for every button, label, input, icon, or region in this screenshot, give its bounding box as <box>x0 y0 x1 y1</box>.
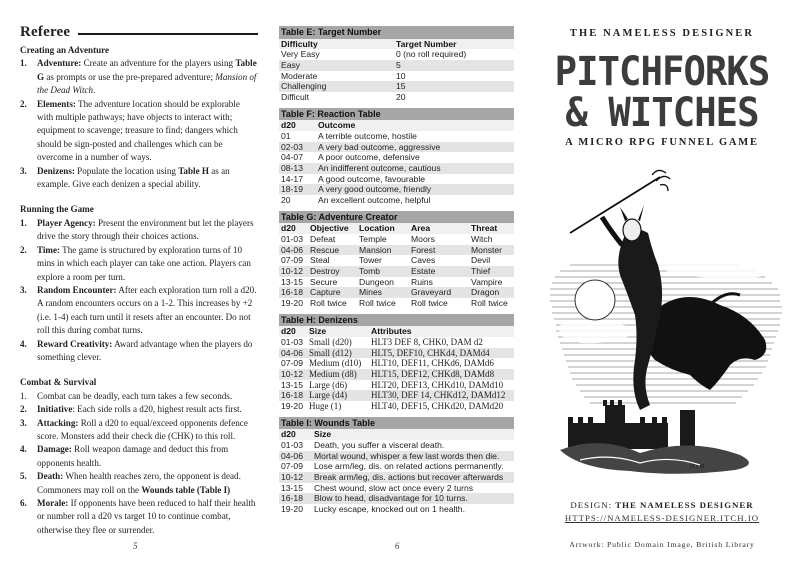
table-row <box>279 348 514 359</box>
list-item <box>20 338 258 365</box>
cell: 19-20 <box>281 400 303 411</box>
game-subtitle: A MICRO RPG FUNNEL GAME <box>565 137 759 148</box>
item-text: Present the environment but let the players drive the story through their choices actions. <box>37 217 254 242</box>
designer-name: THE NAMELESS DESIGNER <box>615 500 754 510</box>
column-header: Threat <box>471 223 498 234</box>
table-row <box>279 358 514 369</box>
column-header: d20 <box>281 223 296 234</box>
artwork-credit: Artwork: Public Domain Image, British Library <box>569 540 755 549</box>
cell: 10-12 <box>281 471 303 482</box>
table-row <box>279 451 514 462</box>
item-label: Denizens: <box>37 165 75 176</box>
table-row <box>279 440 514 451</box>
list-item <box>20 497 258 537</box>
table-title: Table H: Denizens <box>279 314 514 327</box>
cell: 0 (no roll required) <box>396 49 467 60</box>
cell: Steal <box>310 255 330 266</box>
design-credit <box>530 500 794 510</box>
cell: 19-20 <box>281 297 303 308</box>
table-title: Table E: Target Number <box>279 26 514 39</box>
item-text: Populate the location using <box>74 165 179 176</box>
item-text: After each exploration turn roll a d20. A random encounters occurs on a 1-2. This increases by +2 (i.e. 1-4) each turn until it resets after an encounter. Do not roll this during combat turns. <box>37 284 257 336</box>
table-row <box>279 163 514 174</box>
table-row <box>279 174 514 185</box>
table-header-row <box>279 223 514 234</box>
column-header: d20 <box>281 120 296 131</box>
cell: 07-09 <box>281 461 303 472</box>
cell: A good outcome, favourable <box>318 173 426 184</box>
list-item <box>20 98 258 165</box>
cell: Vampire <box>471 276 503 287</box>
cell: Roll twice <box>471 297 508 308</box>
section-heading-running: Running the Game <box>20 204 94 215</box>
title-line-2: & WITCHES <box>565 90 759 136</box>
item-text: Roll a d20 to equal/exceed opponents defence score. Monsters add their check die (CHK) to this roll. <box>37 417 248 441</box>
item-text: If opponents have been reduced to half their health or number roll a d20 vs target 10 to continue combat, otherwise they flee or surrender. <box>37 498 256 535</box>
column-header: Size <box>309 326 327 337</box>
item-number: 3. <box>20 165 27 176</box>
cell: 01 <box>281 130 291 141</box>
item-text: Combat can be deadly, each turn takes a few seconds. <box>37 390 233 401</box>
cell: Monster <box>471 244 503 255</box>
table-row <box>279 195 514 206</box>
game-title-logo <box>539 49 785 136</box>
cell: A terrible outcome, hostile <box>318 130 417 141</box>
cell: Easy <box>281 59 301 70</box>
cell: Moderate <box>281 70 318 81</box>
title-rule-divider <box>78 33 258 34</box>
table-g-adventure-creator <box>279 211 514 309</box>
table-e-target-number <box>279 26 514 103</box>
cell: A very good outcome, friendly <box>318 184 432 195</box>
cell: 19-20 <box>281 503 303 514</box>
cell: 04-07 <box>281 152 303 163</box>
devil-illustration-icon <box>540 165 790 485</box>
cell: Estate <box>411 265 436 276</box>
table-row <box>279 461 514 472</box>
table-row <box>279 483 514 494</box>
item-number: 6. <box>20 498 27 508</box>
cell: Blow to head, disadvantage for 10 turns. <box>314 493 468 504</box>
cell: 04-06 <box>281 450 303 461</box>
column-header: Target Number <box>396 38 457 49</box>
cell: Small (d20) <box>309 336 352 347</box>
cell: 13-15 <box>281 379 303 390</box>
cell: 07-09 <box>281 358 303 369</box>
cell: Ruins <box>411 276 433 287</box>
item-label: Damage: <box>37 444 72 455</box>
cell: HLT5, DEF10, CHKd4, DAMd4 <box>371 347 490 358</box>
item-number: 4. <box>20 338 27 349</box>
cell: Large (d4) <box>309 390 348 401</box>
cell: HLT40, DEF15, CHKd20, DAMd20 <box>371 400 504 411</box>
cell: Challenging <box>281 81 327 92</box>
cell: 20 <box>396 91 406 102</box>
table-row <box>279 131 514 142</box>
cell: Graveyard <box>411 287 452 298</box>
column-header: d20 <box>281 326 296 337</box>
table-row <box>279 287 514 298</box>
table-reference: Table G <box>37 58 257 82</box>
cell: An excellent outcome, helpful <box>318 194 431 205</box>
cell: Forest <box>411 244 436 255</box>
cell: Large (d6) <box>309 379 348 390</box>
item-number: 1. <box>20 217 27 228</box>
table-reference: Table H <box>178 165 209 176</box>
cell: 18-19 <box>281 184 303 195</box>
table-header-row <box>279 39 514 50</box>
section-heading-combat: Combat & Survival <box>20 377 97 388</box>
cell: Medium (d8) <box>309 368 357 379</box>
cell: Secure <box>310 276 338 287</box>
cell: 04-06 <box>281 244 303 255</box>
running-list <box>20 217 258 364</box>
item-label: Death: <box>37 471 64 482</box>
table-h-denizens <box>279 314 514 412</box>
cell: HLT10, DEF11, CHKd6, DAMd6 <box>371 358 494 369</box>
item-number: 3. <box>20 284 27 295</box>
item-number: 1. <box>20 390 27 401</box>
list-item <box>20 57 258 97</box>
table-row <box>279 92 514 103</box>
adventure-name: Mansion of the Dead Witch <box>37 71 257 96</box>
table-row <box>279 401 514 412</box>
design-label: DESIGN: <box>570 500 613 510</box>
cell: Lucky escape, knocked out on 1 health. <box>314 503 465 514</box>
cell: 16-18 <box>281 287 303 298</box>
table-row <box>279 81 514 92</box>
cell: Roll twice <box>310 297 347 308</box>
cell: Witch <box>471 233 493 244</box>
list-item <box>20 443 258 470</box>
column-header: Location <box>359 223 395 234</box>
column-header: Area <box>411 223 431 234</box>
list-item <box>20 217 258 244</box>
cell: Roll twice <box>359 297 396 308</box>
item-label: Elements: <box>37 98 76 109</box>
table-row <box>279 60 514 71</box>
cell: Dragon <box>471 287 500 298</box>
cell: Devil <box>471 255 491 266</box>
cell: Thief <box>471 265 491 276</box>
cell: HLT15, DEF12, CHKd8, DAMd8 <box>371 368 495 379</box>
table-row <box>279 184 514 195</box>
column-header: d20 <box>281 429 296 440</box>
cell: Destroy <box>310 265 340 276</box>
cell: 07-09 <box>281 255 303 266</box>
cell: A very bad outcome, aggressive <box>318 141 441 152</box>
referee-heading-row <box>20 24 258 42</box>
page-6-tables <box>279 26 514 520</box>
cell: 10 <box>396 70 406 81</box>
cell: Temple <box>359 233 387 244</box>
cell: 13-15 <box>281 276 303 287</box>
cell: Rescue <box>310 244 340 255</box>
cell: Defeat <box>310 233 336 244</box>
table-row <box>279 49 514 60</box>
table-row <box>279 152 514 163</box>
cell: Lose arm/leg, dis. on related actions permanently. <box>314 461 504 472</box>
cell: A poor outcome, defensive <box>318 152 420 163</box>
item-text: When health reaches zero, the opponent is dead. Commoners may roll on the <box>37 471 241 495</box>
table-row <box>279 504 514 515</box>
cell: Very Easy <box>281 49 320 60</box>
item-label: Player Agency: <box>37 217 96 228</box>
cell: Tomb <box>359 265 381 276</box>
cell: 16-18 <box>281 493 303 504</box>
cell: Huge (1) <box>309 400 342 411</box>
table-row <box>279 337 514 348</box>
page-number-6: 6 <box>395 541 400 551</box>
table-row <box>279 266 514 277</box>
column-header: Attributes <box>371 326 412 337</box>
cell: 01-03 <box>281 336 303 347</box>
cell: 10-12 <box>281 265 303 276</box>
column-header: Difficulty <box>281 38 318 49</box>
cover-page <box>530 0 794 561</box>
cell: Small (d12) <box>309 347 352 358</box>
list-item <box>20 284 258 338</box>
cell: Mansion <box>359 244 392 255</box>
cell: Difficult <box>281 91 310 102</box>
cell: Tower <box>359 255 382 266</box>
cell: Break arm/leg, dis. actions but recover afterwards <box>314 471 504 482</box>
item-number: 4. <box>20 444 27 455</box>
list-item <box>20 470 258 497</box>
cell: Caves <box>411 255 436 266</box>
cell: 02-03 <box>281 141 303 152</box>
cell: Capture <box>310 287 341 298</box>
cell: 14-17 <box>281 173 303 184</box>
item-text: : Each side rolls a d20, highest result acts first. <box>72 404 242 415</box>
table-row <box>279 142 514 153</box>
cell: Medium (d10) <box>309 358 362 369</box>
list-item <box>20 165 258 192</box>
item-number: 2. <box>20 404 27 415</box>
table-row <box>279 493 514 504</box>
item-number: 5. <box>20 471 27 482</box>
cell: 01-03 <box>281 233 303 244</box>
table-row <box>279 369 514 380</box>
table-row <box>279 472 514 483</box>
item-text: as prompts or use the pre-prepared adventure; <box>44 71 216 82</box>
cell: HLT30, DEF 14, CHKd12, DAMd12 <box>371 390 506 401</box>
cell: Chest wound, slow act once every 2 turns <box>314 482 474 493</box>
item-text: . <box>93 85 96 96</box>
cell: 01-03 <box>281 439 303 450</box>
table-title: Table G: Adventure Creator <box>279 211 514 224</box>
cell: 15 <box>396 81 406 92</box>
table-row <box>279 277 514 288</box>
artist-signature: H.v.M <box>690 464 705 470</box>
table-f-reaction <box>279 108 514 206</box>
item-label: Adventure: <box>37 58 82 69</box>
table-row <box>279 390 514 401</box>
cell: Moors <box>411 233 435 244</box>
column-header: Size <box>314 429 332 440</box>
list-item <box>20 417 258 444</box>
designer-url-link[interactable]: HTTPS://NAMELESS-DESIGNER.ITCH.IO <box>564 513 760 523</box>
cell: Dungeon <box>359 276 394 287</box>
item-label: Attacking: <box>37 417 79 428</box>
table-header-row <box>279 326 514 337</box>
creating-list <box>20 57 258 191</box>
table-row <box>279 234 514 245</box>
cell: An indifferent outcome, cautious <box>318 162 441 173</box>
list-item <box>20 244 258 284</box>
table-row <box>279 298 514 309</box>
cell: 04-06 <box>281 347 303 358</box>
item-text: Roll weapon damage and deduct this from opponents health. <box>37 444 229 468</box>
item-label: Time: <box>37 244 61 255</box>
table-title: Table F: Reaction Table <box>279 108 514 121</box>
list-item <box>20 403 258 416</box>
cell: Death, you suffer a visceral death. <box>314 439 445 450</box>
item-label: Initiative <box>37 404 73 415</box>
item-label: Random Encounter: <box>37 284 117 295</box>
combat-list <box>20 390 258 537</box>
table-i-wounds <box>279 417 514 515</box>
cell: Mines <box>359 287 382 298</box>
item-number: 1. <box>20 58 27 69</box>
cell: 13-15 <box>281 482 303 493</box>
publisher-name: THE NAMELESS DESIGNER <box>569 28 755 39</box>
cell: 20 <box>281 194 291 205</box>
item-number: 3. <box>20 417 27 428</box>
item-text: Create an adventure for the players using <box>81 58 236 69</box>
table-header-row <box>279 429 514 440</box>
table-row <box>279 255 514 266</box>
table-reference: Wounds table (Table I) <box>141 484 231 495</box>
page-title: Referee <box>20 24 71 41</box>
item-number: 2. <box>20 244 27 255</box>
table-row <box>279 71 514 82</box>
table-row <box>279 380 514 391</box>
page-5-referee <box>20 24 258 537</box>
item-text: The adventure location should be explorable with multiple pathways; have objects to interact with; equipment to scavenge; treasure to find; dangers which should be sign-posted and challenges which can be overcome in a number of ways. <box>37 98 240 163</box>
title-line-1: PITCHFORKS <box>554 49 770 95</box>
page-number-5: 5 <box>133 541 138 551</box>
item-label: Reward Creativity: <box>37 338 113 349</box>
cell: 5 <box>396 59 401 70</box>
cell: Roll twice <box>411 297 448 308</box>
item-text: Award advantage when the players do something clever. <box>37 338 253 362</box>
table-row <box>279 245 514 256</box>
cell: 08-13 <box>281 162 303 173</box>
cell: 10-12 <box>281 368 303 379</box>
cell: HLT20, DEF13, CHKd10, DAMd10 <box>371 379 504 390</box>
section-heading-creating: Creating an Adventure <box>20 45 110 55</box>
cell: HLT3 DEF 8, CHK0, DAM d2 <box>371 336 483 347</box>
item-number: 2. <box>20 98 27 109</box>
column-header: Outcome <box>318 120 356 131</box>
item-text: The game is structured by exploration turns of 10 mins in which each player can take one action. Players can explore a room per turn. <box>37 244 251 282</box>
item-text: as an example. Give each denizen a special ability. <box>37 165 230 190</box>
cell: Mortal wound, whisper a few last words then die. <box>314 450 500 461</box>
cell: 16-18 <box>281 390 303 401</box>
table-title: Table I: Wounds Table <box>279 417 514 430</box>
item-label: Morale: <box>37 498 69 508</box>
table-header-row <box>279 120 514 131</box>
column-header: Objective <box>310 223 349 234</box>
list-item <box>20 390 258 403</box>
